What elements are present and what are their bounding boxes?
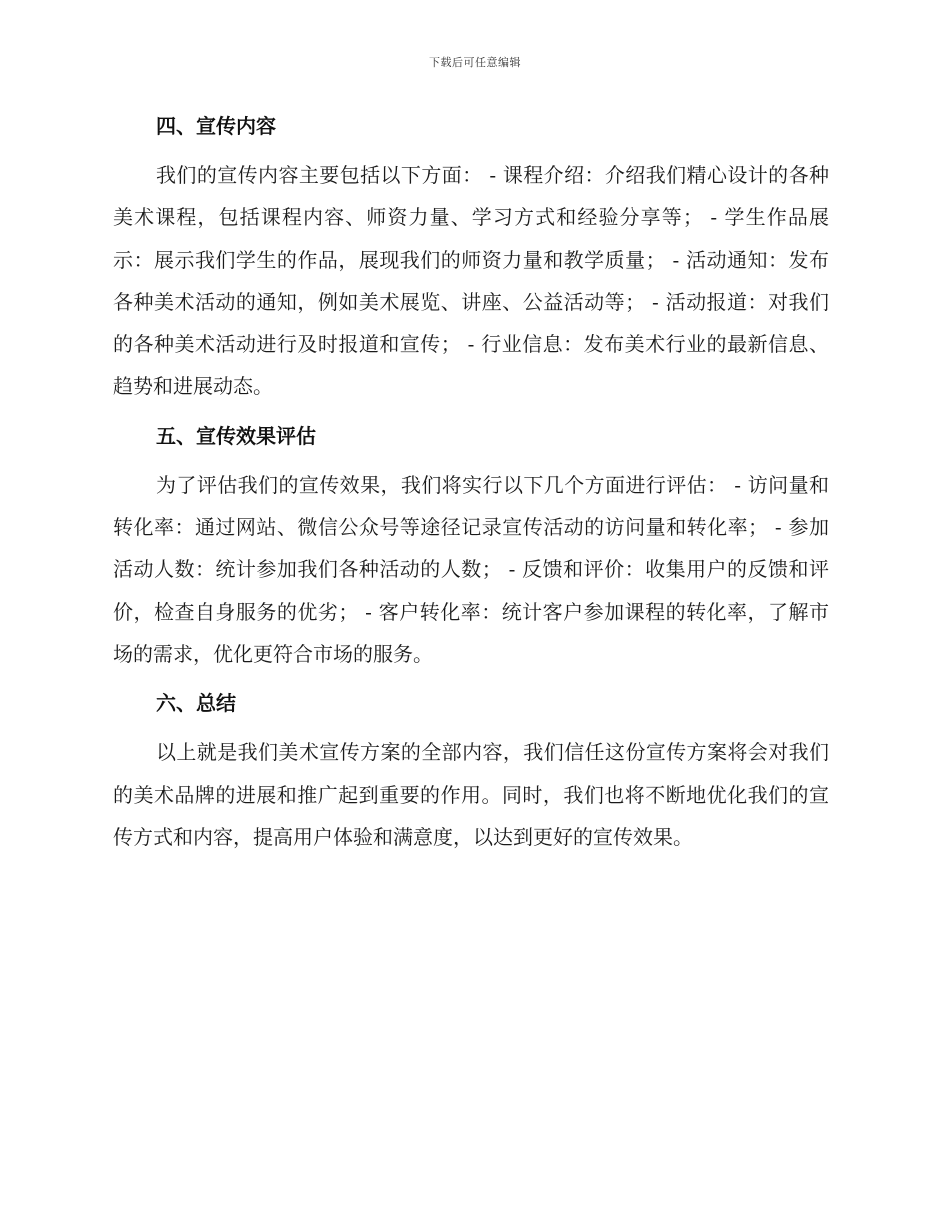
section-summary: [113, 685, 829, 858]
section-effect-evaluation: [113, 418, 829, 675]
document-content: [113, 108, 829, 868]
section-promotion-content: [113, 108, 829, 408]
section-heading: 四、宣传内容: [156, 114, 276, 138]
section-paragraph: 以上就是我们美术宣传方案的全部内容，我们信任这份宣传方案将会对我们的美术品牌的进展和推广起到重要的作用。同时，我们也将不断地优化我们的宣传方式和内容，提高用户体验和满意度，以达到更好的宣传效果。: [113, 740, 829, 849]
section-paragraph: 为了评估我们的宣传效果，我们将实行以下几个方面进行评估： - 访问量和转化率：通过网站、微信公众号等途径记录宣传活动的访问量和转化率； - 参加活动人数：统计参加我们各种活动的人数； - 反馈和评价：收集用户的反馈和评价，检查自身服务的优劣； - 客户转化率：统计客户参加课程的转化率，了解市场的需求，优化更符合市场的服务。: [113, 472, 829, 666]
section-heading: 六、总结: [156, 691, 236, 716]
section-paragraph: 我们的宣传内容主要包括以下方面： - 课程介绍：介绍我们精心设计的各种美术课程，包括课程内容、师资力量、学习方式和经验分享等； - 学生作品展示：展示我们学生的作品，展现我们的师资力量和教学质量； - 活动通知：发布各种美术活动的通知，例如美术展览、讲座、公益活动等； - 活动报道：对我们的各种美术活动进行及时报道和宣传； - 行业信息：发布美术行业的最新信息、趋势和进展动态。: [113, 163, 829, 399]
page-header: 下载后可任意编辑: [429, 56, 521, 69]
section-heading: 五、宣传效果评估: [156, 423, 316, 448]
